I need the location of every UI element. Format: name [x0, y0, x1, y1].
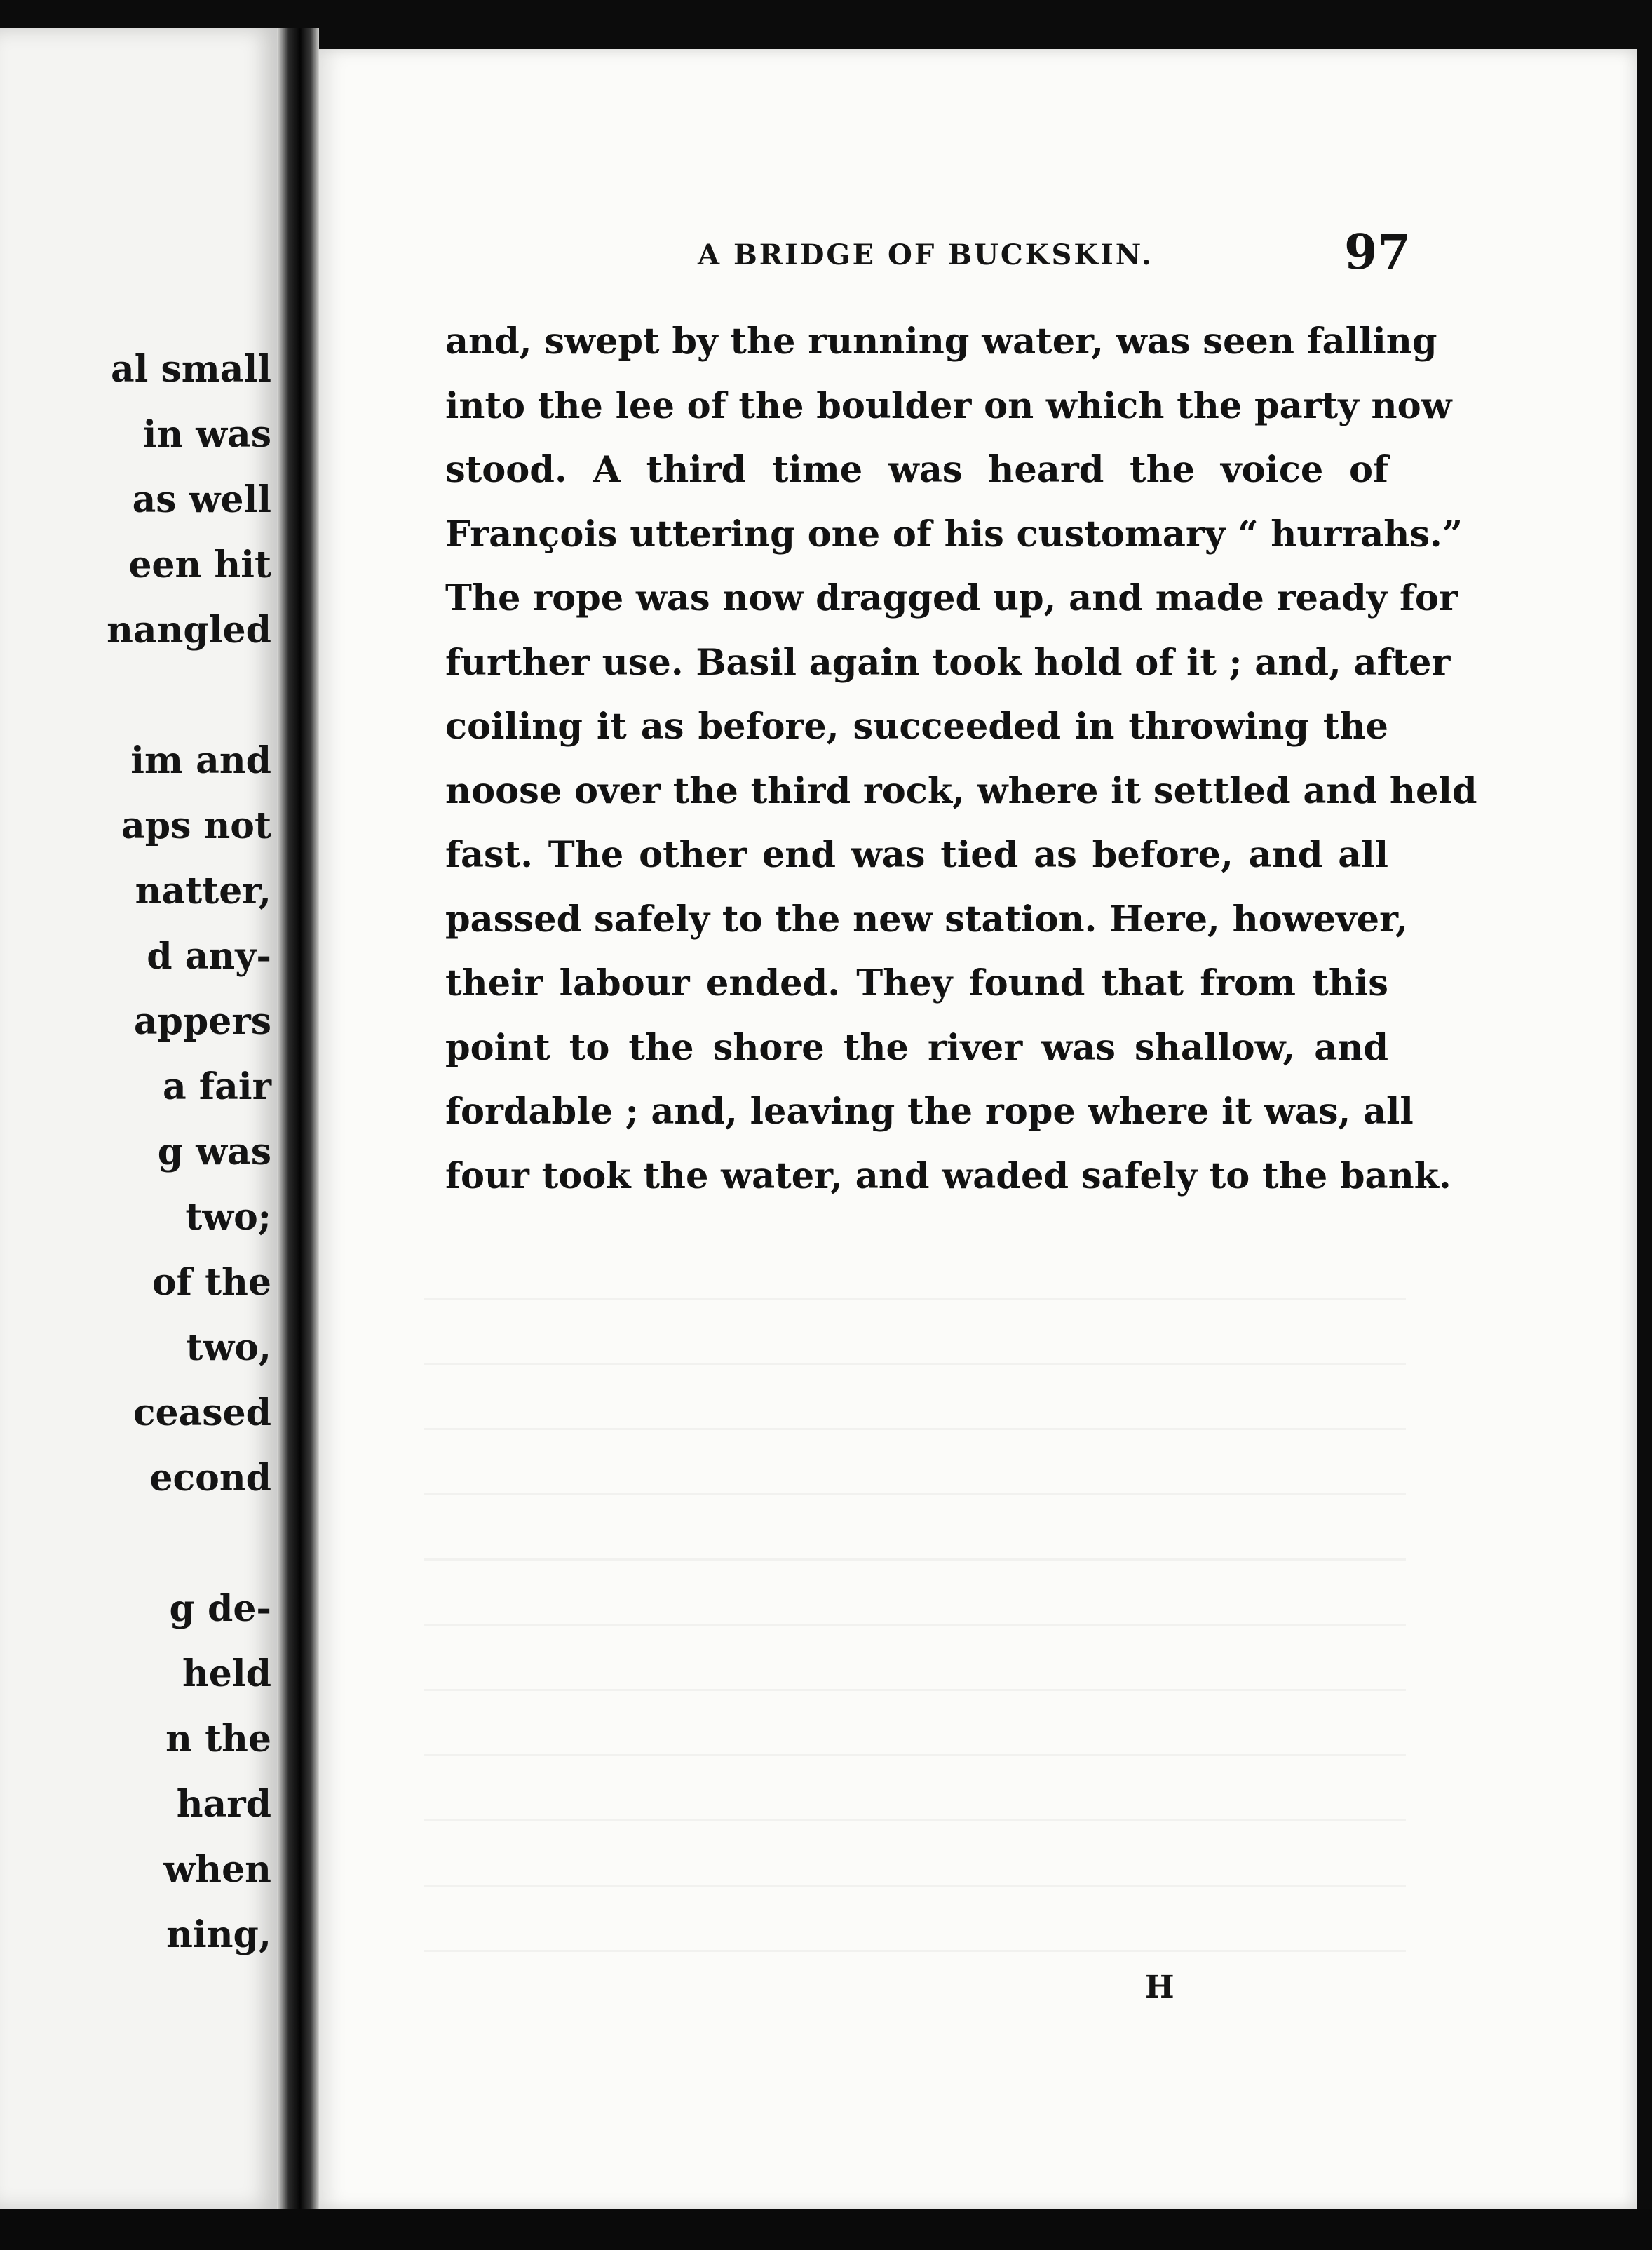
text-line-fragment: appers	[133, 1000, 271, 1043]
text-line: four took the water, and waded safely to the bank.	[445, 1154, 1451, 1197]
text-line-fragment: econd	[149, 1457, 271, 1500]
book-gutter	[277, 28, 319, 2209]
scan-bottom-edge	[0, 2209, 1652, 2250]
text-line-fragment: hard	[176, 1783, 271, 1826]
text-line: passed safely to the new station. Here, however,	[445, 898, 1409, 941]
text-line-fragment: al small	[110, 348, 271, 391]
text-line-fragment: aps not	[121, 804, 271, 847]
text-line: The rope was now dragged up, and made ready for	[445, 577, 1458, 619]
text-line-fragment: ceased	[133, 1392, 271, 1434]
text-line-fragment: natter,	[135, 870, 271, 912]
text-line-fragment: im and	[130, 739, 271, 782]
text-line: noose over the third rock, where it settled and held	[445, 769, 1477, 812]
text-line: their labour ended. They found that from this	[445, 962, 1388, 1004]
text-line-fragment: as well	[132, 478, 271, 521]
text-line-fragment: een hit	[128, 544, 271, 586]
body-text	[445, 310, 1477, 1208]
text-line-fragment: when	[163, 1848, 271, 1891]
text-line: into the lee of the boulder on which the party now	[445, 384, 1452, 427]
signature-mark: H	[1145, 1969, 1174, 2005]
text-line-fragment	[107, 663, 271, 728]
text-line: coiling it as before, succeeded in throwing the	[445, 706, 1388, 748]
page-number: 97	[1344, 224, 1411, 281]
text-line-fragment: two;	[185, 1196, 271, 1239]
previous-page-fragment	[0, 28, 277, 2209]
text-line-fragment: g de-	[169, 1587, 271, 1630]
text-line: stood. A third time was heard the voice of	[445, 449, 1388, 491]
running-head: A BRIDGE OF BUCKSKIN.	[698, 238, 1153, 271]
text-line-fragment: in was	[142, 413, 271, 456]
text-line-fragment: two,	[186, 1326, 271, 1369]
book-page	[319, 49, 1637, 2209]
text-line-fragment: of the	[151, 1261, 271, 1304]
text-line: point to the shore the river was shallow, and	[445, 1026, 1388, 1069]
show-through-shadow	[424, 1234, 1406, 1952]
text-line-fragment: g was	[157, 1131, 271, 1173]
text-line: François uttering one of his customary “ hurrahs.”	[445, 513, 1463, 555]
text-line: further use. Basil again took hold of it ; and, after	[445, 641, 1451, 684]
text-line-fragment: n the	[165, 1718, 271, 1760]
text-line-fragment: a fair	[162, 1065, 271, 1108]
text-line-fragment	[107, 1511, 271, 1576]
text-line-fragment: ning,	[166, 1913, 271, 1956]
text-line-fragment: held	[182, 1652, 271, 1695]
text-line: and, swept by the running water, was seen falling	[445, 321, 1437, 363]
text-line-fragment: nangled	[107, 609, 271, 652]
text-line-fragment: d any-	[147, 935, 271, 978]
previous-page-text	[107, 337, 271, 1967]
text-line: fast. The other end was tied as before, and all	[445, 834, 1388, 876]
text-line: fordable ; and, leaving the rope where it was, all	[445, 1091, 1414, 1133]
